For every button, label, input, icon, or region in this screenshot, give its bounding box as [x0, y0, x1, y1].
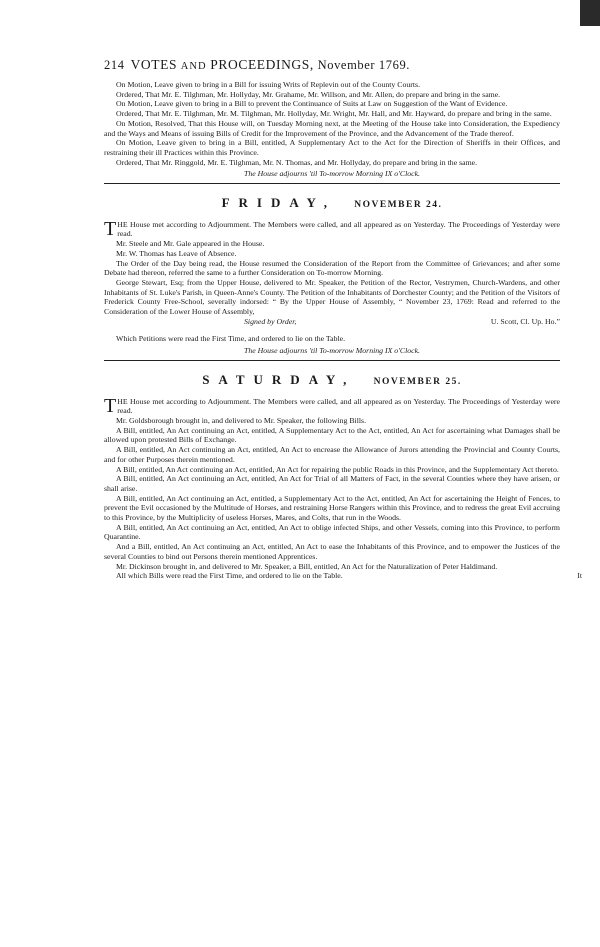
signed-by: Signed by Order,: [244, 316, 297, 326]
paragraph: Mr. Dickinson brought in, and delivered to Mr. Speaker, a Bill, entitled, An Act for the Naturalization of Peter Haldimand.: [116, 561, 498, 571]
paragraph: Mr. Goldsborough brought in, and delivered to Mr. Speaker, the following Bills.: [116, 415, 367, 425]
signed-name: U. Scott, Cl. Up. Ho.”: [490, 316, 560, 326]
page-number: 214: [104, 58, 125, 72]
running-header: [104, 57, 560, 76]
paragraph: A Bill, entitled, An Act continuing an Act, entitled, An Act to encrease the Allowance of Jurors attending the Provincial and County Courts, and for other Purposes therein mentioned.: [104, 445, 560, 464]
paragraph: Ordered, That Mr. E. Tilghman, Mr. M. Tilghman, Mr. Hollyday, Mr. Wright, Mr. Hall, and Mr. Hayward, do prepare and bring in the same.: [116, 109, 552, 119]
spacer: [104, 326, 560, 334]
paragraph: On Motion, Leave given to bring in a Bill to prevent the Continuance of Suits at Law on Suggestion of the Want of Evidence.: [116, 99, 508, 109]
paragraph: Which Petitions were read the First Time, and ordered to lie on the Table.: [116, 334, 346, 344]
paragraph: George Stewart, Esq; from the Upper House, delivered to Mr. Speaker, the Petition of the Rector, Vestrymen, Church-Wardens, and other Inhabitants of St. Luke's Parish, in Queen-Anne's County. The Petition of the Inhabitants of Dorchester County; and the Petition of the Visitors of Frederick County Free-School, severally indorsed: “ By the Upper House of Assembly, “ November 23, 1769: Read and referred to the Consideration of the Lower House of Assembly,: [104, 277, 560, 317]
day-name: SATURDAY,: [202, 371, 356, 387]
drop-cap: T: [104, 217, 117, 240]
paragraph: A Bill, entitled, An Act continuing an Act, entitled, A Supplementary Act to the Act, entitled, An Act for ascertaining what Damages shall be allowed upon protested Bills of Exchange.: [104, 425, 560, 445]
paragraph: On Motion, Leave given to bring in a Bill for issuing Writs of Replevin out of the County Courts.: [116, 80, 421, 89]
divider: [104, 183, 560, 184]
paragraph: All which Bills were read the First Time, and ordered to lie on the Table.: [116, 571, 343, 581]
paragraph: Ordered, That Mr. Ringgold, Mr. E. Tilghman, Mr. N. Thomas, and Mr. Hollyday, do prepare and bring in the same.: [116, 157, 478, 167]
adjournment-note: The House adjourns 'til To-morrow Morning IX o'Clock.: [243, 169, 421, 179]
day-heading: [104, 195, 560, 211]
paragraph: Mr. Steele and Mr. Gale appeared in the House.: [116, 239, 265, 249]
paragraph: Ordered, That Mr. E. Tilghman, Mr. Hollyday, Mr. Grahame, Mr. Willson, and Mr. Allen, do prepare and bring in the same.: [116, 89, 501, 99]
paragraph: On Motion, Leave given to bring in a Bill, entitled, A Supplementary Act to the Act for the Direction of Sheriffs in their Offices, and restraining their ill Practices within this Province.: [104, 138, 560, 157]
scan-corner-mark: [580, 0, 600, 26]
title-votes: VOTES: [130, 57, 178, 72]
paragraph: Mr. W. Thomas has Leave of Absence.: [116, 248, 237, 258]
section-saturday: [104, 371, 582, 581]
paragraph: A Bill, entitled, An Act continuing an Act, entitled, An Act to oblige infected Ships, and other Vessels, coming into this Province, to perform Quarantine.: [104, 522, 560, 542]
adjournment-note: The House adjourns 'til To-morrow Morning IX o'Clock.: [243, 346, 421, 356]
paragraph: The Order of the Day being read, the House resumed the Consideration of the Report from the Committee of Grievances; and after some Debate had thereon, referred the same to a further Consideration on To-morrow Morning.: [104, 258, 560, 278]
paragraph-text: HE House met according to Adjournment. The Members were called, and all appeared as on Yesterday. The Proceedings of Yesterday were read.: [117, 219, 560, 239]
paragraph-text: HE House met according to Adjournment. The Members were called, and all appeared as on Yesterday. The Proceedings of Yesterday were read.: [117, 396, 560, 416]
day-heading: [104, 371, 560, 388]
running-title: [130, 57, 560, 72]
title-proceedings: PROCEEDINGS,: [210, 57, 314, 72]
document-body: [104, 57, 582, 581]
day-date: NOVEMBER 24.: [354, 200, 443, 211]
paragraph: [104, 217, 560, 240]
paragraph: And a Bill, entitled, An Act continuing an Act, entitled, An Act to ease the Inhabitants of this Province, and to empower the Justices of the several Counties to bind out Persons therein mentioned Apprentices.: [104, 542, 560, 561]
paragraph: On Motion, Resolved, That this House will, on Tuesday Morning next, at the Meeting of the House take into Consideration, the Expediency and the Ways and Means of issuing Bills of Credit for the Improvement of the Province, and the Advancement of the Trade thereof.: [104, 118, 560, 138]
paragraph: A Bill, entitled, An Act continuing an Act, entitled, An Act for Trial of all Matters of Fact, in the several Counties where they have arisen, or shall arise.: [104, 474, 560, 493]
title-and: AND: [180, 61, 207, 72]
signature-line: [104, 317, 560, 327]
paragraph: [104, 394, 560, 417]
section-friday: [104, 195, 560, 356]
paragraph: A Bill, entitled, An Act continuing an Act, entitled, a Supplementary Act to the Act, entitled, An Act for ascertaining the Height of Fences, to prevent the Evil occasioned by the Multitude of Horses, and restraining Horse Rangers within this Province, and to redress the great Evil accruing to this Province, by the Multiplicity of useless Horses, Mares, and Colts, that run in the Woods.: [104, 493, 560, 523]
catchword: It: [577, 570, 582, 580]
paragraph: A Bill, entitled, An Act continuing an Act, entitled, An Act for repairing the public Roads in this Province, and the Supplementary Act thereto.: [116, 464, 559, 474]
day-date: NOVEMBER 25.: [373, 376, 462, 387]
drop-cap: T: [104, 394, 117, 417]
section-thursday-end: [104, 80, 560, 179]
divider: [104, 360, 560, 361]
title-date: November 1769.: [317, 58, 411, 72]
day-name: FRIDAY,: [221, 195, 336, 211]
